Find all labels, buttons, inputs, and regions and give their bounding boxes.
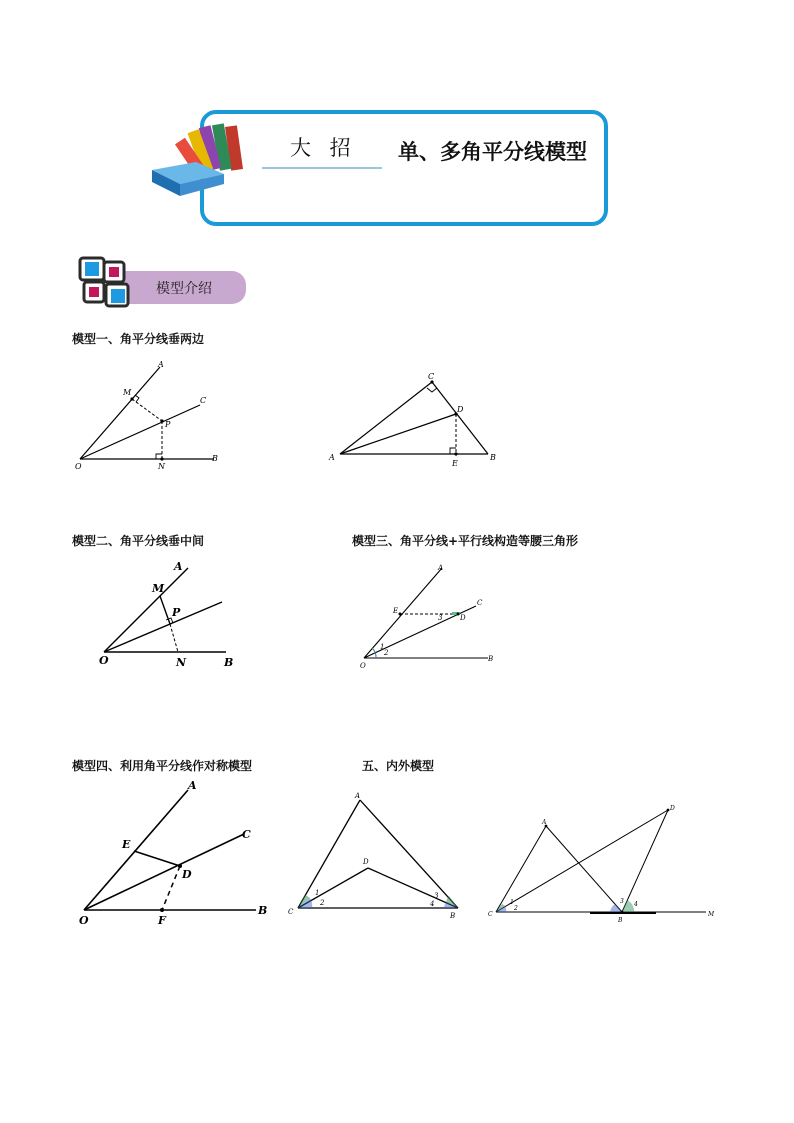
svg-text:P: P xyxy=(172,606,181,619)
model-2-label: 模型二、角平分线垂中间 xyxy=(72,534,205,548)
svg-text:4: 4 xyxy=(634,901,638,908)
model-4-label: 模型四、利用角平分线作对称模型 xyxy=(72,759,253,773)
svg-text:A: A xyxy=(542,819,547,826)
svg-text:B: B xyxy=(212,454,218,463)
svg-text:C: C xyxy=(200,396,207,405)
svg-text:C: C xyxy=(242,828,251,841)
svg-text:A: A xyxy=(329,453,335,462)
svg-text:F: F xyxy=(158,914,166,927)
svg-text:B: B xyxy=(488,655,494,663)
svg-text:M: M xyxy=(708,911,715,918)
figure-model-1a xyxy=(70,355,230,475)
svg-text:1: 1 xyxy=(315,889,320,897)
section-label: 模型介绍 xyxy=(156,281,212,297)
model-5-label: 五、内外模型 xyxy=(362,759,435,773)
svg-text:O: O xyxy=(360,662,366,670)
svg-text:3: 3 xyxy=(620,898,624,905)
svg-text:N: N xyxy=(176,656,187,669)
svg-text:D: D xyxy=(460,614,466,622)
svg-text:C: C xyxy=(428,372,435,381)
svg-text:D: D xyxy=(363,858,369,866)
svg-text:B: B xyxy=(224,656,234,669)
svg-text:A: A xyxy=(158,360,164,369)
svg-text:B: B xyxy=(618,917,623,924)
svg-text:1: 1 xyxy=(510,899,514,906)
svg-text:D: D xyxy=(182,868,192,881)
svg-text:M: M xyxy=(152,582,165,595)
svg-text:O: O xyxy=(99,654,109,667)
figure-model-5a xyxy=(286,788,466,928)
header-prefix: 大 招 xyxy=(290,136,357,160)
svg-text:C: C xyxy=(288,908,294,916)
svg-text:C: C xyxy=(488,911,493,918)
figure-model-5b xyxy=(486,800,726,926)
svg-text:D: D xyxy=(670,805,675,812)
svg-text:A: A xyxy=(188,779,197,792)
svg-text:A: A xyxy=(438,564,444,572)
header-underline xyxy=(262,167,382,169)
svg-text:C: C xyxy=(477,599,483,607)
svg-text:2: 2 xyxy=(384,649,389,657)
svg-text:P: P xyxy=(165,420,171,429)
squares-icon xyxy=(78,256,132,310)
svg-text:M: M xyxy=(123,388,132,397)
svg-text:N: N xyxy=(158,462,165,471)
figure-model-1b xyxy=(326,370,506,474)
svg-text:A: A xyxy=(174,560,183,573)
figure-model-4 xyxy=(76,778,276,928)
svg-text:3: 3 xyxy=(434,892,439,900)
svg-text:E: E xyxy=(122,838,131,851)
svg-text:2: 2 xyxy=(320,899,325,907)
page-title: 单、多角平分线模型 xyxy=(398,139,587,164)
svg-text:B: B xyxy=(450,912,456,920)
figure-model-3 xyxy=(356,562,506,672)
svg-text:B: B xyxy=(490,453,496,462)
svg-text:D: D xyxy=(457,405,464,414)
svg-text:A: A xyxy=(355,792,361,800)
model-3-label: 模型三、角平分线+平行线构造等腰三角形 xyxy=(352,534,579,548)
svg-text:O: O xyxy=(75,462,82,471)
figure-model-2 xyxy=(96,554,246,674)
svg-text:O: O xyxy=(79,914,89,927)
svg-text:4: 4 xyxy=(430,900,435,908)
model-1-label: 模型一、角平分线垂两边 xyxy=(72,332,205,346)
svg-text:2: 2 xyxy=(514,905,518,912)
svg-text:E: E xyxy=(393,607,399,615)
svg-text:1: 1 xyxy=(380,643,385,651)
svg-text:3: 3 xyxy=(438,614,443,622)
svg-text:E: E xyxy=(452,459,458,468)
svg-text:B: B xyxy=(258,904,268,917)
books-icon xyxy=(148,118,272,200)
